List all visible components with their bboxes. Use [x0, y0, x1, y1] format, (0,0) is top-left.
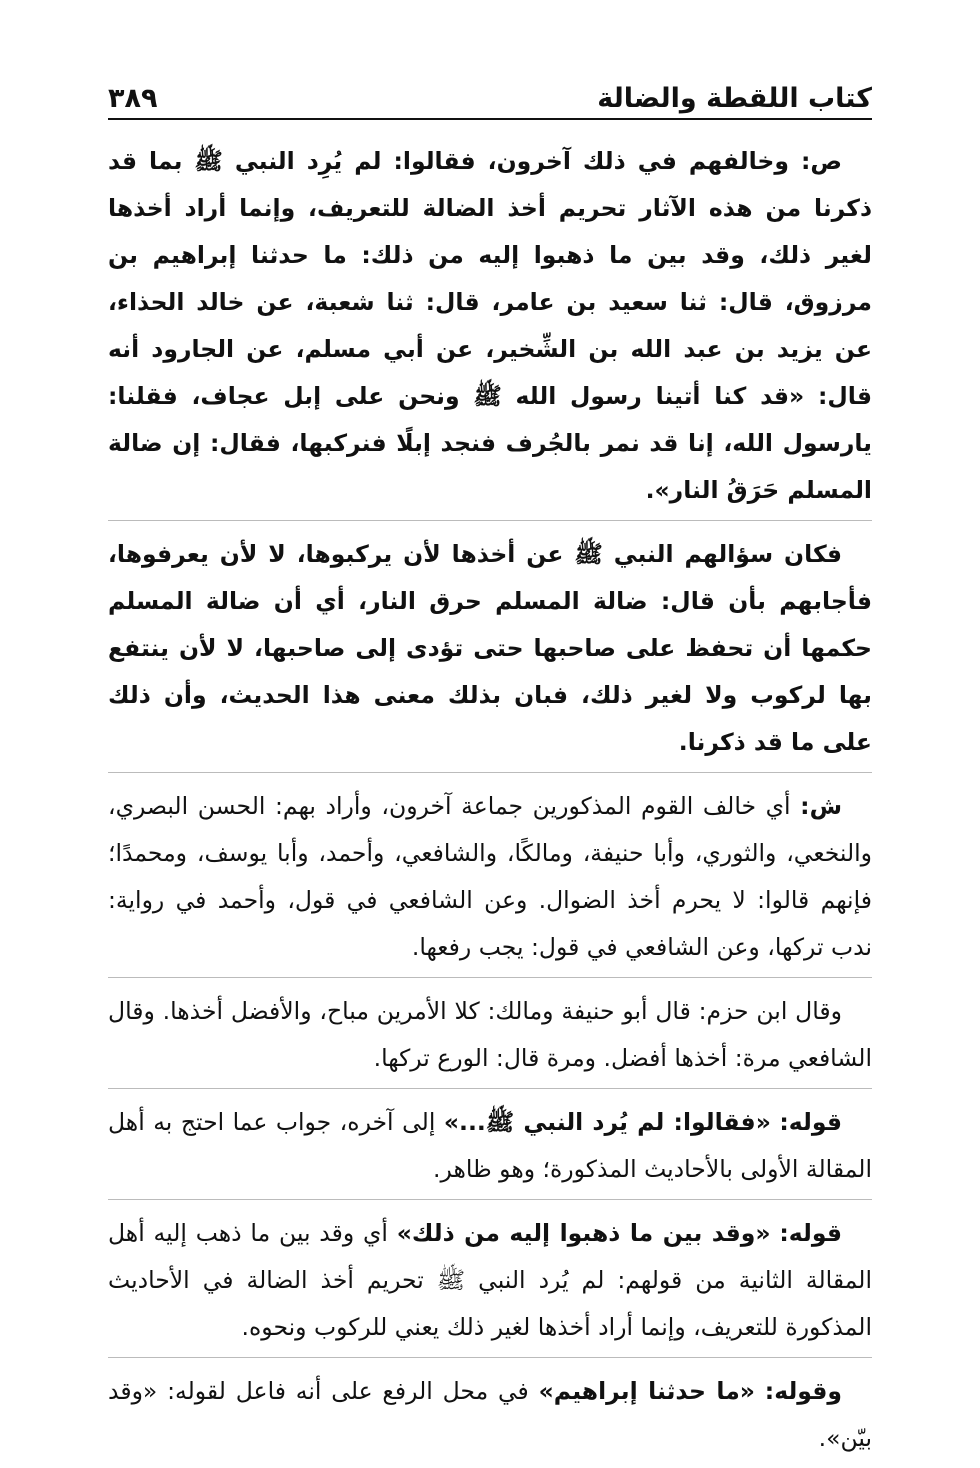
paragraph-sharh-4	[108, 1210, 872, 1358]
paragraph-text: أي خالف القوم المذكورين جماعة آخرون، وأراد بهم: الحسن البصري، والنخعي، والثوري، وأبا حنيفة، ومالكًا، والشافعي، وأحمد، وأبا يوسف، ومحمدًا؛ فإنهم قالوا: لا يحرم أخذ الضوال. وعن الشافعي في قول، وأحمد في رواية: ندب تركها، وعن الشافعي في قول: يجب رفعها.	[108, 792, 872, 961]
paragraph-text: فكان سؤالهم النبي ﷺ عن أخذها لأن يركبوها، لا لأن يعرفوها، فأجابهم بأن قال: ضالة المسلم حرق النار، أي أن ضالة المسلم حكمها أن تحفظ على صاحبها حتى تؤدى إلى صاحبها، لا لأن ينتفع بها لركوب ولا لغير ذلك، فبان بذلك معنى هذا الحديث، وأن ذلك على ما قد ذكرنا.	[108, 540, 872, 756]
paragraph-lead: ص:	[800, 147, 842, 175]
paragraph-quote: «فقالوا: لم يُرد النبي ﷺ...»	[443, 1108, 771, 1136]
paragraph-text: إلى آخره، جواب عما احتج به أهل المقالة الأولى بالأحاديث المذكورة؛ وهو ظاهر.	[108, 1108, 872, 1183]
paragraph-sharh-5	[108, 1368, 872, 1468]
paragraph-quote: «وقد بين ما ذهبوا إليه من ذلك»	[396, 1219, 771, 1247]
page-number: ٣٨٩	[108, 83, 158, 114]
paragraph-sharh-2	[108, 988, 872, 1089]
paragraph-text: وخالفهم في ذلك آخرون، فقالوا: لم يُرِد النبي ﷺ بما قد ذكرنا من هذه الآثار تحريم أخذ الضالة للتعريف، وإنما أراد أخذها لغير ذلك، وقد بين ما ذهبوا إليه من ذلك: ما حدثنا إبراهيم بن مرزوق، قال: ثنا سعيد بن عامر، قال: ثنا شعبة، عن خالد الحذاء، عن يزيد بن عبد الله بن الشِّخير، عن أبي مسلم، عن الجارود أنه قال: «قد كنا أتينا رسول الله ﷺ ونحن على إبل عجاف، فقلنا: يارسول الله، إنا قد نمر بالجُرف فنجد إبلًا فنركبها، فقال: إن ضالة المسلم حَرَقُ النار».	[108, 147, 872, 504]
paragraph-text: في محل الرفع على أنه فاعل لقوله: «وقد بيّن».	[108, 1377, 872, 1452]
running-title: كتاب اللقطة والضالة	[597, 83, 872, 114]
paragraph-sharh-3	[108, 1099, 872, 1200]
paragraph-text: وقال ابن حزم: قال أبو حنيفة ومالك: كلا الأمرين مباح، والأفضل أخذها. وقال الشافعي مرة: أخذها أفضل. ومرة قال: الورع تركها.	[108, 997, 872, 1072]
paragraph-quote: «ما حدثنا إبراهيم»	[538, 1377, 755, 1405]
paragraph-text: أي وقد بين ما ذهب إليه أهل المقالة الثانية من قولهم: لم يُرد النبي ﷺ تحريم أخذ الضالة في الأحاديث المذكورة للتعريف، وإنما أراد أخذها لغير ذلك يعني للركوب ونحوه.	[108, 1219, 872, 1341]
paragraph-matn-1	[108, 138, 872, 521]
page-body	[108, 138, 872, 1468]
paragraph-lead: قوله:	[779, 1219, 842, 1247]
paragraph-matn-2	[108, 531, 872, 773]
paragraph-lead: ش:	[800, 792, 842, 820]
page-header	[108, 70, 872, 120]
paragraph-lead: وقوله:	[764, 1377, 842, 1405]
paragraph-sharh-1	[108, 783, 872, 978]
paragraph-lead: قوله:	[779, 1108, 842, 1136]
